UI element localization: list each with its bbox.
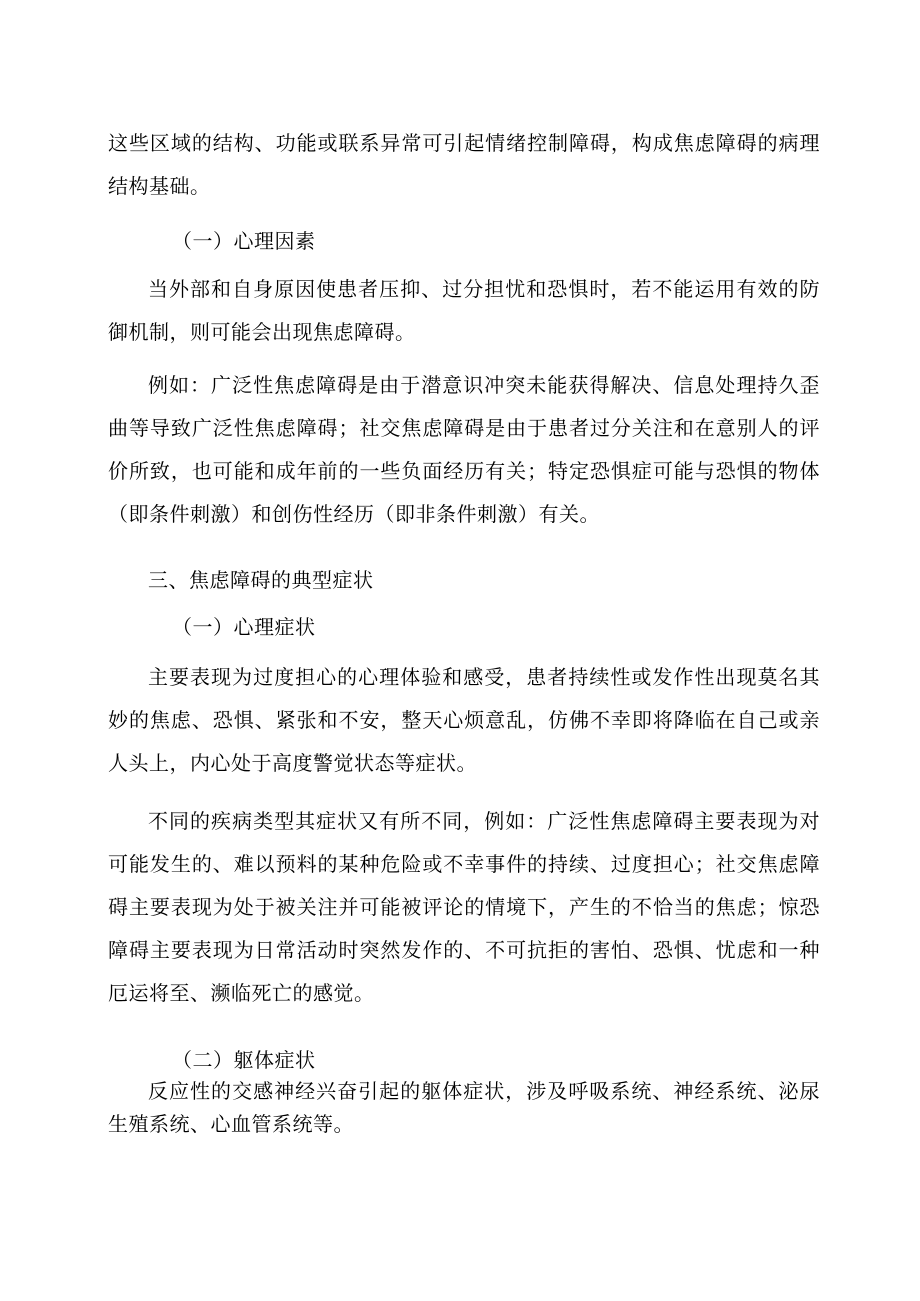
paragraph-disease-types: 不同的疾病类型其症状又有所不同，例如：广泛性焦虑障碍主要表现为对可能发生的、难以预料的某种危险或不幸事件的持续、过度担心；社交焦虑障碍主要表现为处于被关注并可能被评论的情境下，产生的不恰当的焦虑；惊恐障碍主要表现为日常活动时突然发作的、不可抗拒的害怕、恐惧、忧虑和一种厄运将至、濒临死亡的感觉。 (108, 809, 820, 1005)
paragraph-examples-causes: 例如：广泛性焦虑障碍是由于潜意识冲突未能获得解决、信息处理持久歪曲等导致广泛性焦虑障碍；社交焦虑障碍是由于患者过分关注和在意别人的评价所致，也可能和成年前的一些负面经历有关；特定恐惧症可能与恐惧的物体（即条件刺激）和创伤性经历（即非条件刺激）有关。 (108, 373, 820, 526)
heading-somatic-symptoms: （二）躯体症状 (172, 1048, 316, 1072)
paragraph-structural-basis: 这些区域的结构、功能或联系异常可引起情绪控制障碍，构成焦虑障碍的病理结构基础。 (108, 131, 820, 198)
paragraph-defense-mechanism: 当外部和自身原因使患者压抑、过分担忧和恐惧时，若不能运用有效的防御机制，则可能会出现焦虑障碍。 (108, 277, 820, 344)
heading-typical-symptoms: 三、焦虑障碍的典型症状 (148, 568, 374, 592)
paragraph-main-manifestation: 主要表现为过度担心的心理体验和感受，患者持续性或发作性出现莫名其妙的焦虑、恐惧、紧张和不安，整天心烦意乱，仿佛不幸即将降临在自己或亲人头上，内心处于高度警觉状态等症状。 (108, 665, 820, 775)
heading-psychological-symptoms: （一）心理症状 (172, 615, 316, 639)
heading-psychological-factors: （一）心理因素 (172, 229, 316, 253)
paragraph-somatic-detail: 反应性的交感神经兴奋引起的躯体症状，涉及呼吸系统、神经系统、泌尿生殖系统、心血管系统等。 (108, 1079, 820, 1136)
